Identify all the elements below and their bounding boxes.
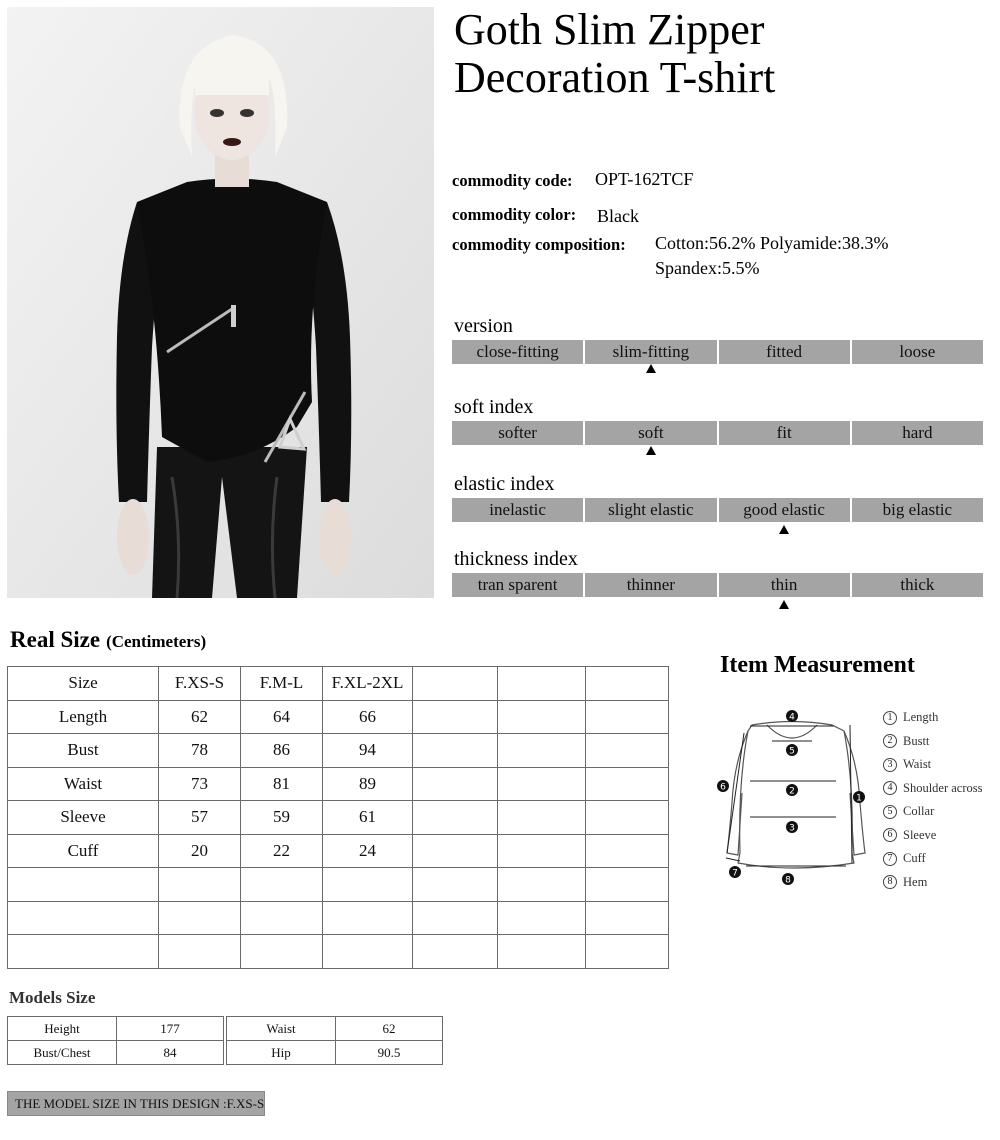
size-cell: 73	[159, 767, 241, 801]
soft-option-fit: fit	[719, 421, 850, 445]
version-option-fitted: fitted	[719, 340, 850, 364]
legend-label: Bustt	[903, 733, 930, 748]
soft-option-softer: softer	[452, 421, 583, 445]
legend-item	[883, 706, 983, 730]
size-cell: 94	[323, 734, 413, 768]
legend-item	[883, 777, 983, 801]
size-cell	[498, 734, 586, 768]
size-cell	[413, 868, 498, 902]
legend-item	[883, 730, 983, 754]
legend-number: 4	[883, 781, 897, 795]
legend-item	[883, 800, 983, 824]
thickness-index-title: thickness index	[454, 548, 578, 570]
commodity-color-label: commodity color:	[452, 205, 577, 224]
size-header-cell	[586, 667, 669, 701]
thickness-option-transparent: tran sparent	[452, 573, 583, 597]
legend-item	[883, 871, 983, 895]
size-cell: Cuff	[8, 834, 159, 868]
real-size-unit: (Centimeters)	[106, 632, 207, 651]
legend-label: Shoulder across	[903, 780, 983, 795]
size-cell	[586, 700, 669, 734]
elastic-index-title: elastic index	[454, 473, 555, 495]
size-cell	[498, 868, 586, 902]
version-option-slim-fitting: slim-fitting	[585, 340, 716, 364]
size-cell	[413, 734, 498, 768]
version-option-loose: loose	[852, 340, 983, 364]
soft-index-scale	[452, 421, 983, 445]
models-row	[8, 1041, 224, 1065]
size-cell: 78	[159, 734, 241, 768]
models-row	[8, 1017, 224, 1041]
elastic-marker-icon	[779, 525, 789, 534]
models-row	[227, 1041, 443, 1065]
size-row	[8, 700, 669, 734]
version-scale	[452, 340, 983, 364]
size-cell	[586, 734, 669, 768]
elastic-option-big: big elastic	[852, 498, 983, 522]
size-cell	[586, 834, 669, 868]
version-title: version	[454, 315, 513, 337]
models-size-title: Models Size	[9, 988, 96, 1007]
commodity-code-label: commodity code:	[452, 171, 573, 190]
size-row	[8, 734, 669, 768]
size-cell: 81	[241, 767, 323, 801]
legend-number: 1	[883, 711, 897, 725]
models-value-cell: 177	[117, 1017, 224, 1041]
product-photo	[7, 7, 434, 598]
elastic-index-scale	[452, 498, 983, 522]
size-cell: 86	[241, 734, 323, 768]
legend-item	[883, 753, 983, 777]
model-size-note: THE MODEL SIZE IN THIS DESIGN :F.XS-S	[7, 1091, 265, 1116]
legend-number: 6	[883, 828, 897, 842]
legend-label: Collar	[903, 804, 935, 819]
size-cell	[586, 935, 669, 969]
product-title	[454, 6, 994, 102]
soft-index-title: soft index	[454, 396, 534, 418]
thickness-option-thin: thin	[719, 573, 850, 597]
models-label-cell: Waist	[227, 1017, 336, 1041]
size-header-cell: F.M-L	[241, 667, 323, 701]
version-option-close-fitting: close-fitting	[452, 340, 583, 364]
models-label-cell: Bust/Chest	[8, 1041, 117, 1065]
size-cell	[498, 767, 586, 801]
size-cell	[8, 868, 159, 902]
legend-label: Cuff	[903, 851, 926, 866]
size-cell	[413, 801, 498, 835]
legend-item	[883, 824, 983, 848]
size-row	[8, 801, 669, 835]
legend-label: Hem	[903, 874, 928, 889]
size-cell	[323, 868, 413, 902]
size-cell: 57	[159, 801, 241, 835]
size-cell: Waist	[8, 767, 159, 801]
thickness-option-thick: thick	[852, 573, 983, 597]
svg-text:7: 7	[732, 868, 738, 879]
size-cell	[159, 868, 241, 902]
real-size-heading: Real Size	[10, 627, 101, 652]
size-cell	[241, 868, 323, 902]
size-cell	[498, 700, 586, 734]
models-label-cell: Hip	[227, 1041, 336, 1065]
svg-text:3: 3	[789, 823, 795, 834]
real-size-table	[7, 666, 669, 969]
models-value-cell: 90.5	[336, 1041, 443, 1065]
models-value-cell: 62	[336, 1017, 443, 1041]
size-cell	[413, 935, 498, 969]
legend-number: 8	[883, 875, 897, 889]
soft-option-hard: hard	[852, 421, 983, 445]
models-value-cell: 84	[117, 1041, 224, 1065]
size-header-cell	[498, 667, 586, 701]
size-row	[8, 834, 669, 868]
size-cell: 64	[241, 700, 323, 734]
size-cell: 22	[241, 834, 323, 868]
size-cell	[323, 901, 413, 935]
svg-text:2: 2	[789, 786, 795, 797]
size-cell	[586, 767, 669, 801]
models-size-table-right	[226, 1016, 443, 1065]
models-row	[227, 1017, 443, 1041]
size-cell	[498, 935, 586, 969]
size-cell	[586, 901, 669, 935]
thickness-index-scale	[452, 573, 983, 597]
svg-text:1: 1	[856, 793, 862, 804]
size-cell: 89	[323, 767, 413, 801]
models-label-cell: Height	[8, 1017, 117, 1041]
size-header-cell	[413, 667, 498, 701]
commodity-color-value: Black	[597, 206, 639, 226]
soft-option-soft: soft	[585, 421, 716, 445]
size-cell: 20	[159, 834, 241, 868]
size-cell	[498, 834, 586, 868]
measurement-legend	[883, 706, 983, 894]
legend-number: 3	[883, 758, 897, 772]
svg-text:5: 5	[789, 746, 795, 757]
size-cell	[586, 868, 669, 902]
svg-text:6: 6	[720, 782, 726, 793]
size-row	[8, 868, 669, 902]
commodity-composition-label: commodity composition:	[452, 235, 626, 254]
size-cell: Length	[8, 700, 159, 734]
real-size-title	[10, 627, 206, 653]
size-cell: 66	[323, 700, 413, 734]
size-row	[8, 767, 669, 801]
size-cell: 62	[159, 700, 241, 734]
commodity-code-value: OPT-162TCF	[595, 169, 694, 189]
size-header-cell: F.XL-2XL	[323, 667, 413, 701]
size-row	[8, 935, 669, 969]
legend-label: Length	[903, 710, 939, 725]
commodity-composition-line2: Spandex:5.5%	[655, 258, 760, 278]
soft-marker-icon	[646, 446, 656, 455]
size-cell	[586, 801, 669, 835]
size-cell	[413, 700, 498, 734]
product-title-line1: Goth Slim Zipper	[454, 5, 765, 54]
size-cell: 61	[323, 801, 413, 835]
size-header-cell: F.XS-S	[159, 667, 241, 701]
thickness-marker-icon	[779, 600, 789, 609]
size-cell: Sleeve	[8, 801, 159, 835]
size-cell	[413, 767, 498, 801]
elastic-option-slight: slight elastic	[585, 498, 716, 522]
legend-label: Sleeve	[903, 827, 937, 842]
size-cell	[159, 935, 241, 969]
version-marker-icon	[646, 364, 656, 373]
legend-item	[883, 847, 983, 871]
svg-text:8: 8	[785, 875, 791, 886]
legend-number: 2	[883, 734, 897, 748]
size-cell: 24	[323, 834, 413, 868]
size-cell: Bust	[8, 734, 159, 768]
size-cell	[498, 801, 586, 835]
thickness-option-thinner: thinner	[585, 573, 716, 597]
legend-label: Waist	[903, 757, 932, 772]
size-cell	[413, 901, 498, 935]
legend-number: 7	[883, 852, 897, 866]
size-cell	[241, 901, 323, 935]
size-cell	[8, 935, 159, 969]
size-cell	[323, 935, 413, 969]
elastic-option-good: good elastic	[719, 498, 850, 522]
size-cell	[8, 901, 159, 935]
size-cell: 59	[241, 801, 323, 835]
commodity-composition-line1: Cotton:56.2% Polyamide:38.3%	[655, 233, 889, 253]
size-cell	[498, 901, 586, 935]
size-cell	[413, 834, 498, 868]
measurement-diagram	[712, 703, 877, 888]
elastic-option-inelastic: inelastic	[452, 498, 583, 522]
svg-text:4: 4	[789, 712, 795, 723]
product-title-line2: Decoration T-shirt	[454, 53, 776, 102]
size-cell	[241, 935, 323, 969]
size-cell	[159, 901, 241, 935]
size-header-cell: Size	[8, 667, 159, 701]
item-measurement-title: Item Measurement	[720, 652, 915, 678]
size-header-row	[8, 667, 669, 701]
models-size-table-left	[7, 1016, 224, 1065]
size-row	[8, 901, 669, 935]
legend-number: 5	[883, 805, 897, 819]
